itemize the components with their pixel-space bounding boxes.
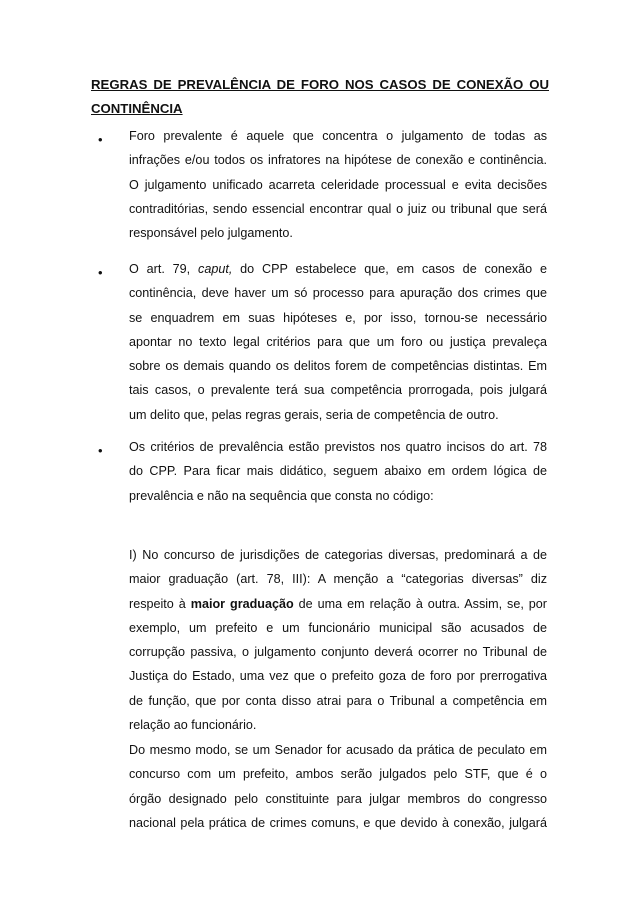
text-line: um delito que, pelas regras gerais, seria de competência de outro. <box>129 407 499 422</box>
text-line: se enquadrem em suas hipóteses e, por isso, tornou-se necessário <box>129 310 547 325</box>
text-line <box>129 257 547 281</box>
text-line: nacional pela prática de crimes comuns, e que devido à conexão, julgará <box>129 815 547 830</box>
text-line: continência, deve haver um só processo para apuração dos crimes que <box>129 286 547 301</box>
text-line: Justiça do Estado, uma vez que o prefeito goza de foro por prerrogativa <box>129 669 547 684</box>
text-run: de uma em relação à outra. Assim, se, por <box>293 596 548 611</box>
text-line: concurso com um prefeito, ambos serão julgados pelo STF, que é o <box>129 767 547 782</box>
bullet-item-3 <box>129 435 547 508</box>
text-line <box>129 592 547 616</box>
text-line: responsável pelo julgamento. <box>129 226 293 241</box>
text-line: do CPP. Para ficar mais didático, seguem abaixo em ordem lógica de <box>129 464 547 479</box>
bullet-item-2 <box>129 257 547 427</box>
text-line: relação ao funcionário. <box>129 718 257 733</box>
title-line-1: REGRAS DE PREVALÊNCIA DE FORO NOS CASOS DE CONEXÃO OU <box>91 77 549 92</box>
text-line: I) No concurso de jurisdições de categorias diversas, predominará a de <box>129 548 547 562</box>
bullet-marker: • <box>98 443 103 458</box>
text-line: prevalência e não na sequência que consta no código: <box>129 488 434 503</box>
bullet-item-1 <box>129 124 547 245</box>
italic-term: caput, <box>198 262 233 276</box>
text-line: tais casos, o prevalente terá sua competência prorrogada, pois julgará <box>129 383 547 398</box>
text-line: O julgamento unificado acarreta celeridade processual e evita decisões <box>129 177 547 192</box>
text-line: sobre os demais quando os delitos forem de competências distintas. Em <box>129 359 547 374</box>
text-line: Os critérios de prevalência estão previstos nos quatro incisos do art. 78 <box>129 440 547 454</box>
text-line: órgão designado pelo constituinte para julgar membros do congresso <box>129 791 547 806</box>
bullet-marker: • <box>98 265 103 280</box>
bold-term: maior graduação <box>190 596 294 611</box>
section-title <box>91 73 549 121</box>
bullet-marker: • <box>98 132 103 147</box>
text-line: corrupção passiva, o julgamento conjunto deverá ocorrer no Tribunal de <box>129 645 547 660</box>
text-run: do CPP estabelece que, em casos de conexão e <box>232 262 547 276</box>
title-line-2: CONTINÊNCIA <box>91 101 183 116</box>
text-line: infrações e/ou todos os infratores na hipótese de conexão e continência. <box>129 153 547 168</box>
text-line: apontar no texto legal critérios para que um foro ou justiça prevaleça <box>129 334 547 349</box>
text-line: Foro prevalente é aquele que concentra o julgamento de todas as <box>129 129 547 143</box>
paragraph-inciso-1 <box>129 543 547 737</box>
text-line: exemplo, um prefeito e um funcionário municipal são acusados de <box>129 620 547 635</box>
text-line: contraditórias, sendo essencial encontrar qual o juiz ou tribunal que será <box>129 201 547 216</box>
text-line: de função, que por conta disso atrai para o Tribunal a competência em <box>129 693 547 708</box>
text-run: O art. 79, <box>129 262 199 276</box>
text-run: respeito à <box>129 596 191 611</box>
text-line: Do mesmo modo, se um Senador for acusado da prática de peculato em <box>129 743 547 757</box>
text-line: maior graduação (art. 78, III): A menção a “categorias diversas” diz <box>129 572 547 587</box>
paragraph-example <box>129 738 547 835</box>
